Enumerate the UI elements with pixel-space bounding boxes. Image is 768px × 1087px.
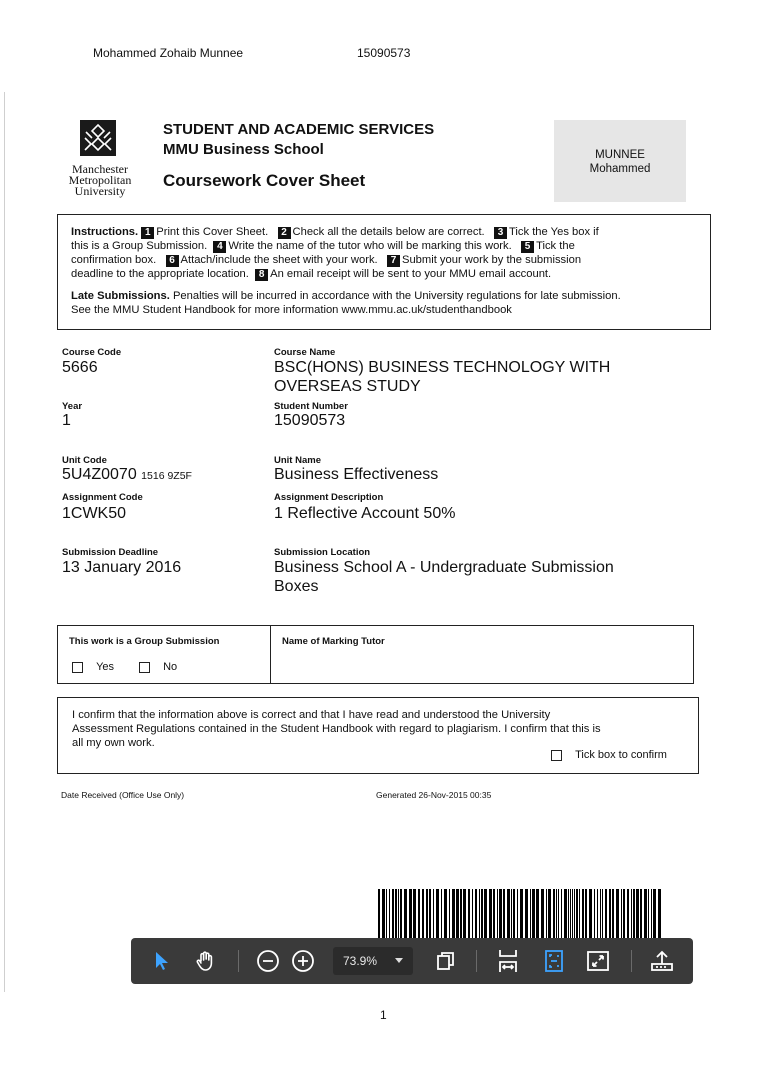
barcode-bar [621,889,622,939]
barcode-bar [444,889,447,939]
instruction-step-5-cont: confirmation box. [71,254,157,266]
barcode-bar [616,889,619,939]
course-name-line-1: BSC(HONS) BUSINESS TECHNOLOGY WITH [274,359,611,376]
barcode-bar [517,889,518,939]
barcode-bar [489,889,492,939]
barcode-bar [422,889,424,939]
barcode-bar [644,889,647,939]
barcode-bar [623,889,625,939]
assignment-desc-label: Assignment Description [274,492,384,503]
late-heading: Late Submissions. [71,290,170,302]
sheet-title: Coursework Cover Sheet [163,171,366,190]
barcode-bar [398,889,399,939]
select-pointer-icon[interactable] [149,947,175,975]
barcode-bar [392,889,394,939]
barcode-bar [503,889,505,939]
barcode-bar [520,889,523,939]
group-no-label: No [163,661,178,673]
barcode-bar [479,889,480,939]
group-submission-box [57,625,694,684]
barcode-bar [576,889,578,939]
barcode-bar [609,889,611,939]
course-name-label: Course Name [274,347,336,358]
barcode-bar [441,889,442,939]
barcode-bar [631,889,632,939]
barcode-bar [602,889,603,939]
unit-code-suffix: 1516 9Z5F [141,470,192,482]
unit-name-label: Unit Name [274,455,321,466]
barcode-bar [484,889,487,939]
instructions-heading: Instructions. [71,226,139,238]
barcode-bar [605,889,607,939]
instruction-step-5: Tick the [536,240,575,252]
barcode-bar [525,889,528,939]
school-title: MMU Business School [163,141,324,158]
deadline-label: Submission Deadline [62,547,159,558]
group-no-checkbox[interactable] [139,662,150,673]
location-label: Submission Location [274,547,371,558]
late-text-1: Penalties will be incurred in accordance with the University regulations for late submission. [172,290,621,302]
barcode-bar [530,889,531,939]
barcode-bar [378,889,380,939]
logo-line-1: Manchester [72,162,128,176]
instruction-step-1: Print this Cover Sheet. [156,226,269,238]
fit-width-icon[interactable] [494,947,522,975]
location-line-2: Boxes [274,578,319,595]
barcode-bar [589,889,592,939]
instruction-step-3: Tick the Yes box if [509,226,599,238]
barcode-bar [386,889,387,939]
page-left-rule [4,92,5,992]
barcode-bar [456,889,459,939]
group-yes-option[interactable] [72,661,114,673]
toolbar-separator [476,950,477,972]
zoom-level-select[interactable] [333,947,413,975]
surname: MUNNEE [595,149,645,161]
barcode-bar [507,889,510,939]
barcode-bar [395,889,397,939]
barcode-bar [511,889,512,939]
zoom-out-icon[interactable] [255,947,281,975]
barcode-bar [460,889,462,939]
barcode-bar [594,889,595,939]
barcode-bar [548,889,551,939]
confirm-line-2: Assessment Regulations contained in the Student Handbook with regard to plagiarism. I confirm that this is [72,723,601,735]
student-name-box [554,120,686,202]
barcode-bar [612,889,614,939]
barcode-bar [532,889,535,939]
barcode-bar [472,889,473,939]
barcode-bar [389,889,390,939]
assignment-code-label: Assignment Code [62,492,143,503]
group-yes-label: Yes [96,661,115,673]
barcode-bar [558,889,559,939]
toolbar-separator [631,950,632,972]
instruction-step-4: Write the name of the tutor who will be marking this work. [228,240,512,252]
unit-code-main: 5U4Z0070 [62,466,137,483]
barcode-bar [658,889,661,939]
page-number: 1 [380,1008,387,1022]
barcode-bar [404,889,407,939]
course-code-value: 5666 [62,359,98,376]
barcode-bar [553,889,555,939]
header-student-id: 15090573 [357,46,411,60]
student-number-label: Student Number [274,401,348,412]
barcode-bar [561,889,562,939]
barcode-bar [426,889,428,939]
barcode-bar [572,889,573,939]
barcode-bar [400,889,402,939]
barcode-bar [546,889,547,939]
barcode-bar [579,889,580,939]
barcode-bar [497,889,498,939]
confirm-checkbox[interactable] [551,750,562,761]
barcode-bar [382,889,385,939]
fullscreen-icon[interactable] [584,947,612,975]
group-box-divider [270,626,271,683]
header-author: Mohammed Zohaib Munnee [93,46,244,60]
instruction-step-6: Attach/include the sheet with your work. [180,254,378,266]
year-label: Year [62,401,83,412]
barcode-bar [433,889,434,939]
logo-line-3: University [74,184,126,198]
generated-timestamp: Generated 26-Nov-2015 00:35 [376,790,492,800]
dept-title: STUDENT AND ACADEMIC SERVICES [163,121,435,138]
confirmation-box [57,697,699,774]
unit-name-value: Business Effectiveness [274,466,439,483]
instruction-step-7: Submit your work by the submission [402,254,582,266]
late-text-2: See the MMU Student Handbook for more information www.mmu.ac.uk/studenthandbook [71,304,512,316]
barcode-bar [653,889,656,939]
barcode-bar [452,889,455,939]
assignment-desc-value: 1 Reflective Account 50% [274,505,456,522]
barcode-bar [418,889,420,939]
confirm-tick-option[interactable] [551,748,667,762]
barcode-bar [597,889,598,939]
instruction-step-8: An email receipt will be sent to your MMU email account. [270,268,552,280]
mmu-logo [60,120,140,200]
barcode-bar [429,889,431,939]
fit-page-icon[interactable] [541,947,567,975]
barcode-bar [627,889,629,939]
barcode-bar [493,889,495,939]
course-code-label: Course Code [62,347,122,358]
confirm-line-1: I confirm that the information above is correct and that I have read and understood the University [72,709,551,721]
zoom-in-icon[interactable] [290,947,316,975]
forename: Mohammed [589,163,651,175]
barcode-bar [633,889,635,939]
barcode-bar [564,889,567,939]
confirm-tick-label: Tick box to confirm [575,749,667,761]
unit-code-value [62,465,192,486]
confirm-line-3: all my own work. [72,737,155,749]
hand-pan-icon[interactable] [192,947,220,975]
location-line-1: Business School A - Undergraduate Submission [274,559,614,576]
zoom-level-value: 73.9% [343,954,378,968]
group-submission-label: This work is a Group Submission [69,636,220,647]
barcode-bar [556,889,557,939]
barcode-bar [585,889,587,939]
barcode-bar [481,889,483,939]
instruction-step-2: Check all the details below are correct. [292,226,485,238]
page-copy-icon[interactable] [433,947,459,975]
marking-tutor-label: Name of Marking Tutor [282,636,385,647]
student-number-value: 15090573 [274,412,346,429]
barcode-bar [463,889,466,939]
unit-code-label: Unit Code [62,455,107,466]
instruction-step-3-cont: this is a Group Submission. [71,240,208,252]
toolbar-separator [238,950,239,972]
logo-line-2: Metropolitan [68,173,132,187]
group-no-option[interactable] [139,661,177,673]
mmu-logo-mark [70,120,126,164]
course-name-line-2: OVERSEAS STUDY [274,378,421,395]
barcode-bar [574,889,575,939]
barcode-bar [536,889,539,939]
barcode-bar [648,889,649,939]
barcode-bar [568,889,569,939]
year-value: 1 [62,412,71,429]
pdf-viewer-toolbar [131,938,693,984]
barcode-bar [570,889,571,939]
barcode-bar [499,889,502,939]
barcode-bar [409,889,412,939]
barcode-bar [600,889,601,939]
group-yes-checkbox[interactable] [72,662,83,673]
barcode-bar [640,889,642,939]
upload-icon[interactable] [648,947,676,975]
barcode-bar [582,889,584,939]
assignment-code-value: 1CWK50 [62,505,127,522]
barcode [376,889,662,939]
deadline-value: 13 January 2016 [62,559,182,576]
barcode-bar [541,889,544,939]
chevron-down-icon [395,958,403,963]
instruction-step-7-cont: deadline to the appropriate location. [71,268,249,280]
barcode-bar [636,889,639,939]
barcode-bar [449,889,450,939]
barcode-bar [468,889,470,939]
barcode-bar [651,889,652,939]
barcode-bar [513,889,515,939]
barcode-bar [475,889,477,939]
barcode-bar [436,889,439,939]
date-received-label: Date Received (Office Use Only) [61,790,185,800]
instructions-box: Instructions. 1 Print this Cover Sheet. 2 Check all the details below are correct. 3 Tick the Yes box if this is a Group Submission. 4 Write the name of the tutor who will be marking this work. 5 Tick the confirmation box. 6 Attach/include the sheet with your work. 7 Submit your work by the submission deadline to the appropriate location. 8 An email receipt will be sent to your MMU email account. Late Submissions. Penalties will be incurred in accordance with the University regulations for late submission. See the MMU Student Handbook for more information www.mmu.ac.uk/studenthandbook [57,214,711,330]
barcode-bar [413,889,416,939]
